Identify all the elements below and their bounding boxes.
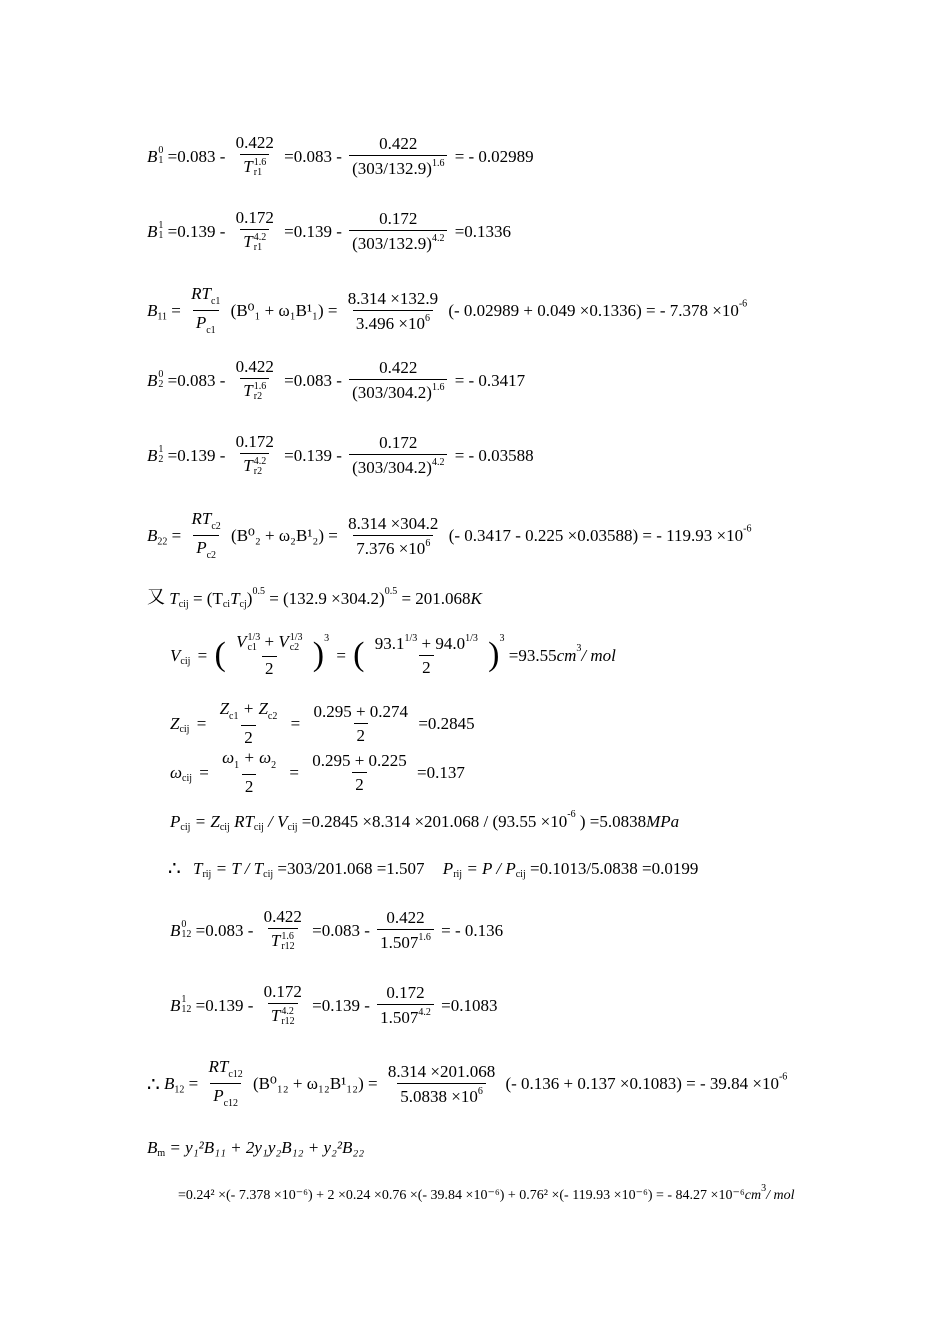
- equation-tcij: 又 $T_{cij} = (T_{ci}T_{cj})^{0.5} = (132.9 \times 304.2)^{0.5} = 201.068K$: [147, 586, 482, 610]
- equation-zcij: $Z_{cij}$ = $\frac{Z_{c1} + Z_{c2}}{2}$ = $\frac{0.295 + 0.274}{2}$ =0.2845: [170, 699, 475, 747]
- equation-b2-1: B 1 2 =0.139 - 0.172 T 4.2 r2 =0.139 - $\frac{0.172}{(303/304.2)^{4.2}}$ = - 0.03588: [147, 432, 534, 478]
- equation-bm-numeric: =0.24² ×(- 7.378 ×10⁻⁶) + 2 ×0.24 ×0.76 ×(- 39.84 ×10⁻⁶) + 0.76² ×(- 119.93 ×10⁻⁶) = - $84.27 \times 10^{-6}cm^3/$ mol: [178, 1183, 795, 1203]
- equation-vcij: $V_{cij}$ = ( V 1/3 c1 + V 1/3 c2 2 )$^3$ = ( $\frac{93.1^{1/3} + 94.0^{1/3}}{2}$ )$^3 =93.55cm^3/$ mol: [170, 632, 616, 679]
- equation-b1-0: B 0 1 =0.083 - 0.422 T 1.6 r1 =0.083 - $\frac{0.422}{(303/132.9)^{1.6}}$ = - 0.02989: [147, 133, 534, 179]
- equation-b2-0: B 0 2 =0.083 - 0.422 T 1.6 r2 =0.083 - $\frac{0.422}{(303/304.2)^{1.6}}$ = - 0.3417: [147, 357, 526, 403]
- equation-bm: $B_m = y_1^2B_{11} + 2y_1y_2B_{12} + y_2^2B_{22}$: [147, 1137, 365, 1159]
- equation-b11: $B_{11}$ = $\frac{RT_{c1}}{P_{c1}}$ (B⁰₁ + ω₁B¹₁) = $\frac{8.314 \times 132.9}{3.496 \times 10^6}$ (- 0.02989 + 0.049 ×0.1336) = - $7.378 \times 10^{-6}$: [147, 284, 748, 336]
- equation-omega-cij: $\omega_{cij}$ = $\frac{\omega_1 + \omega_2}{2}$ = $\frac{0.295 + 0.225}{2}$ =0.137: [170, 748, 465, 796]
- equation-b12-0: B 0 12 =0.083 - 0.422 T 1.6 r12 =0.083 - $\frac{0.422}{1.507^{1.6}}$ = - 0.136: [170, 907, 504, 953]
- equation-b22: $B_{22}$ = $\frac{RT_{c2}}{P_{c2}}$ (B⁰₂ + ω₂B¹₂) = $\frac{8.314 \times 304.2}{7.376 \times 10^6}$ (- 0.3417 - 0.225 ×0.03588) = - $119.93 \times 10^{-6}$: [147, 509, 752, 561]
- equation-b1-1: B 1 1 =0.139 - 0.172 T 4.2 r1 =0.139 - $\frac{0.172}{(303/132.9)^{4.2}}$ =0.1336: [147, 208, 512, 254]
- equation-b12: ∴ $B_{12}$ = $\frac{RT_{c12}}{P_{c12}}$ (B⁰₁₂ + ω₁₂B¹₁₂) = $\frac{8.314 \times 201.068}{5.0838 \times 10^6}$ (- 0.136 + 0.137 ×0.1083) = - $39.84 \times 10^{-6}$: [147, 1057, 788, 1109]
- equation-b12-1: B 1 12 =0.139 - 0.172 T 4.2 r12 =0.139 - $\frac{0.172}{1.507^{4.2}}$ =0.1083: [170, 982, 498, 1028]
- equation-reduced: ∴ $T_{rij} = T / T_{cij} =303/201.068 =1.507$ $P_{rij} = P / P_{cij} =0.1013/5.0838 =0.0199$: [168, 856, 699, 881]
- equation-pcij: $P_{cij} = Z_{cij}$ $RT_{cij} / V_{cij} =0.2845 \times 8.314 \times 201.068 / (93.55 \times 10^{-6}$ ) =5.0838MPa: [170, 809, 680, 833]
